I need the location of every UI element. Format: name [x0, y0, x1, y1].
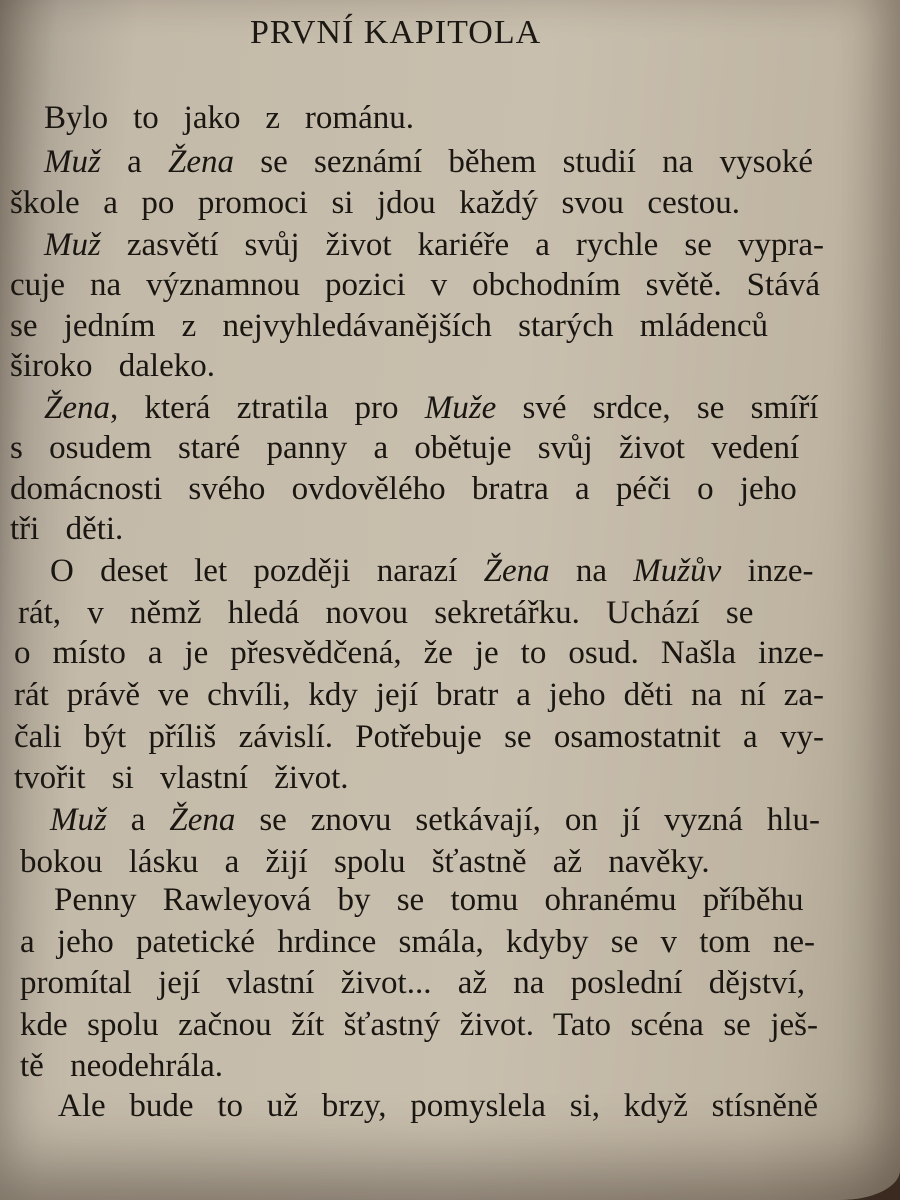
- text-run: tvořit si vlastní život.: [14, 760, 349, 796]
- text-line: [10, 346, 215, 386]
- text-run: promítal její vlastní život... až na poslední dějství,: [20, 965, 805, 1001]
- italic-word: Muže: [424, 390, 497, 426]
- text-run: rát právě ve chvíli, kdy její bratr a jeho děti na ní za-: [14, 677, 824, 713]
- text-line: [10, 428, 799, 468]
- text-line: [10, 509, 123, 549]
- text-line: [10, 306, 768, 346]
- italic-word: Mužův: [633, 553, 722, 589]
- italic-word: Žena: [168, 144, 234, 180]
- text-line: [20, 922, 815, 962]
- text-run: , která ztratila pro: [110, 390, 425, 426]
- text-run: rát, v němž hledá novou sekretářku. Uchází se: [18, 595, 754, 631]
- text-line: [20, 1005, 818, 1045]
- text-run: s osudem staré panny a obětuje svůj život vedení: [10, 430, 800, 466]
- text-run: domácnosti svého ovdovělého bratra a péči o jeho: [10, 471, 797, 507]
- text-line: [20, 1046, 223, 1086]
- text-run: Penny Rawleyová by se tomu ohranému příběhu: [54, 882, 804, 918]
- text-run: škole a po promoci si jdou každý svou cestou.: [10, 185, 740, 221]
- text-run: na: [549, 553, 634, 589]
- text-line: [44, 388, 818, 428]
- text-line: [50, 551, 813, 591]
- text-line: [14, 633, 824, 673]
- text-run: se seznámí během studií na vysoké: [234, 144, 814, 180]
- text-run: a: [106, 802, 170, 838]
- text-line: [14, 675, 824, 715]
- text-line: [44, 98, 414, 138]
- text-line: [50, 800, 820, 840]
- text-run: a jeho patetické hrdince smála, kdyby se v tom ne-: [20, 924, 815, 960]
- text-line: [18, 593, 753, 633]
- italic-word: Muž: [50, 802, 107, 838]
- text-run: kde spolu začnou žít šťastný život. Tato scéna se ješ-: [20, 1007, 818, 1043]
- text-line: [10, 265, 820, 305]
- text-run: tři děti.: [10, 511, 124, 547]
- italic-word: Žena: [483, 553, 550, 589]
- text-line: [14, 758, 348, 798]
- text-run: se jedním z nejvyhledávanějších starých mládenců: [10, 308, 769, 344]
- text-run: zasvětí svůj život kariéře a rychle se vypra-: [100, 227, 824, 263]
- italic-word: Žena: [44, 390, 110, 426]
- text-run: cuje na významnou pozici v obchodním světě. Stává: [10, 267, 820, 303]
- text-line: [20, 842, 710, 882]
- text-run: své srdce, se smíří: [496, 390, 819, 426]
- text-run: inze-: [721, 553, 814, 589]
- text-run: O deset let později narazí: [50, 553, 484, 589]
- text-line: [10, 469, 797, 509]
- italic-word: Žena: [169, 802, 236, 838]
- text-line: [58, 1086, 818, 1126]
- text-run: široko daleko.: [10, 348, 215, 384]
- text-run: a: [100, 144, 168, 180]
- text-run: bokou lásku a žijí spolu šťastně až navěky.: [20, 844, 710, 880]
- text-line: [20, 963, 805, 1003]
- text-run: čali být příliš závislí. Potřebuje se osamostatnit a vy-: [14, 719, 824, 755]
- text-run: tě neodehrála.: [20, 1048, 224, 1084]
- italic-word: Muž: [44, 227, 101, 263]
- text-run: Bylo to jako z románu.: [44, 100, 414, 136]
- text-run: se znovu setkávají, on jí vyzná hlu-: [235, 802, 820, 838]
- italic-word: Muž: [44, 144, 101, 180]
- chapter-title: PRVNÍ KAPITOLA: [250, 14, 542, 51]
- text-line: [10, 183, 740, 223]
- text-line: [44, 142, 813, 182]
- text-run: Ale bude to už brzy, pomyslela si, když stísněně: [58, 1088, 818, 1124]
- text-line: [14, 717, 824, 757]
- text-line: [44, 225, 824, 265]
- text-run: o místo a je přesvědčená, že je to osud. Našla inze-: [14, 635, 824, 671]
- text-line: [54, 880, 804, 920]
